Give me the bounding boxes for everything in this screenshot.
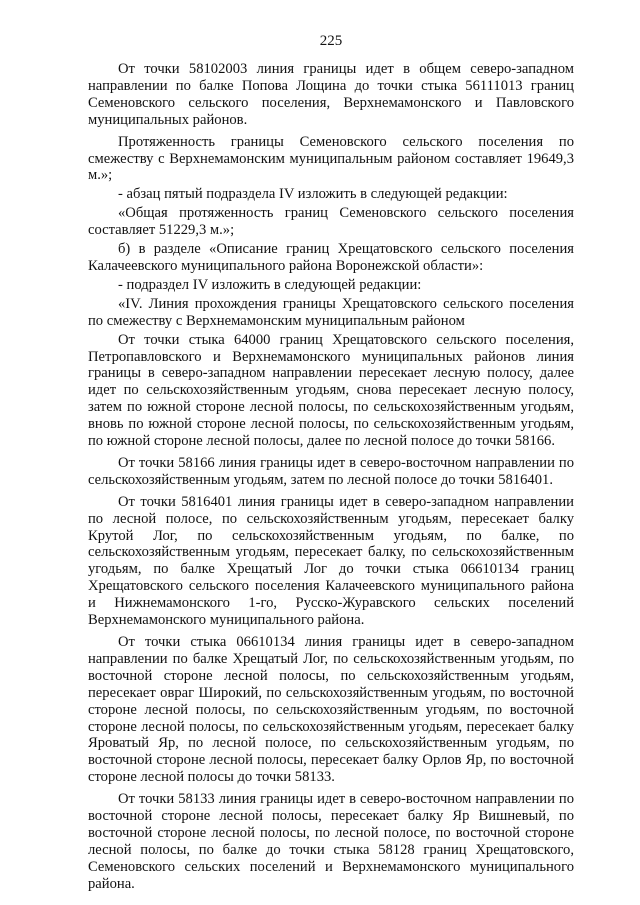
paragraph: б) в разделе «Описание границ Хрещатовского сельского поселения Калачеевского муниципального района Воронежской области»: bbox=[88, 241, 574, 274]
paragraph: - абзац пятый подраздела IV изложить в следующей редакции: bbox=[118, 186, 508, 203]
paragraph: От точки 58102003 линия границы идет в общем северо-западном направлении по балке Попова Лощина до точки стыка 56111013 границ Семеновского сельского поселения, Верхнемамонского и Павловского муниципальных районов. bbox=[88, 61, 574, 128]
paragraph: От точки 58166 линия границы идет в северо-восточном направлении по сельскохозяйственным угодьям, затем по лесной полосе до точки 5816401. bbox=[88, 454, 574, 488]
paragraph: От точки стыка 06610134 линия границы идет в северо-западном направлении по балке Хрещатый Лог, по сельскохозяйственным угодьям, по восточной стороне лесной полосы, по сельскохозяйственным угодьям, пересекает овраг Широкий, по сельскохозяйственным угодьям, по восточной стороне лесной полосы, по сельскохозяйственным угодьям, по восточной стороне лесной полосы, по сельскохозяйственным угодьям, пересекает балку Яроватый Яр, по лесной полосе, по сельскохозяйственным угодьям, по восточной стороне лесной полосы, пересекает балку Орлов Яр, по восточной стороне лесной полосы до точки 58133. bbox=[88, 634, 574, 786]
document-page bbox=[88, 0, 574, 895]
page-number: 225 bbox=[319, 33, 343, 49]
document-body bbox=[88, 61, 574, 893]
paragraph: От точки стыка 64000 границ Хрещатовского сельского поселения, Петропавловского и Верхнемамонского муниципальных районов линия границы в северо-западном направлении пересекает лесную полосу, далее идет по сельскохозяйственным угодьям, снова пересекает лесную полосу, затем по южной стороне лесной полосы, по сельскохозяйственным угодьям, вновь по южной стороне лесной полосы, по сельскохозяйственным угодьям, по южной стороне лесной полосы, далее по лесной полосе до точки 58166. bbox=[88, 331, 574, 450]
paragraph: Протяженность границы Семеновского сельского поселения по смежеству с Верхнемамонским муниципальным районом составляет 19649,3 м.»; bbox=[88, 133, 574, 184]
section-heading: «IV. Линия прохождения границы Хрещатовского сельского поселения по смежеству с Верхнемамонским муниципальным районом bbox=[88, 295, 574, 329]
paragraph: «Общая протяженность границ Семеновского сельского поселения составляет 51229,3 м.»; bbox=[88, 205, 574, 239]
paragraph: От точки 5816401 линия границы идет в северо-западном направлении по лесной полосе, по сельскохозяйственным угодьям, пересекает балку Крутой Лог, по сельскохозяйственным угодьям, по балке, по сельскохозяйственным угодьям, пересекает балку, по сельскохозяйственным угодьям, по балке Хрещатый Лог до точки стыка 06610134 границ Хрещатовского сельского поселения Калачеевского муниципального района и Нижнемамонского 1-го, Русско-Журавского сельских поселений Верхнемамонского муниципального района. bbox=[88, 493, 574, 629]
paragraph: От точки 58133 линия границы идет в северо-восточном направлении по восточной стороне лесной полосы, пересекает балку Яр Вишневый, по восточной стороне лесной полосы, по лесной полосе, по восточной стороне лесной полосы, по балке до точки стыка 58128 границ Хрещатовского, Семеновского сельских поселений и Верхнемамонского муниципального района. bbox=[88, 791, 574, 892]
paragraph: - подраздел IV изложить в следующей редакции: bbox=[118, 276, 422, 293]
